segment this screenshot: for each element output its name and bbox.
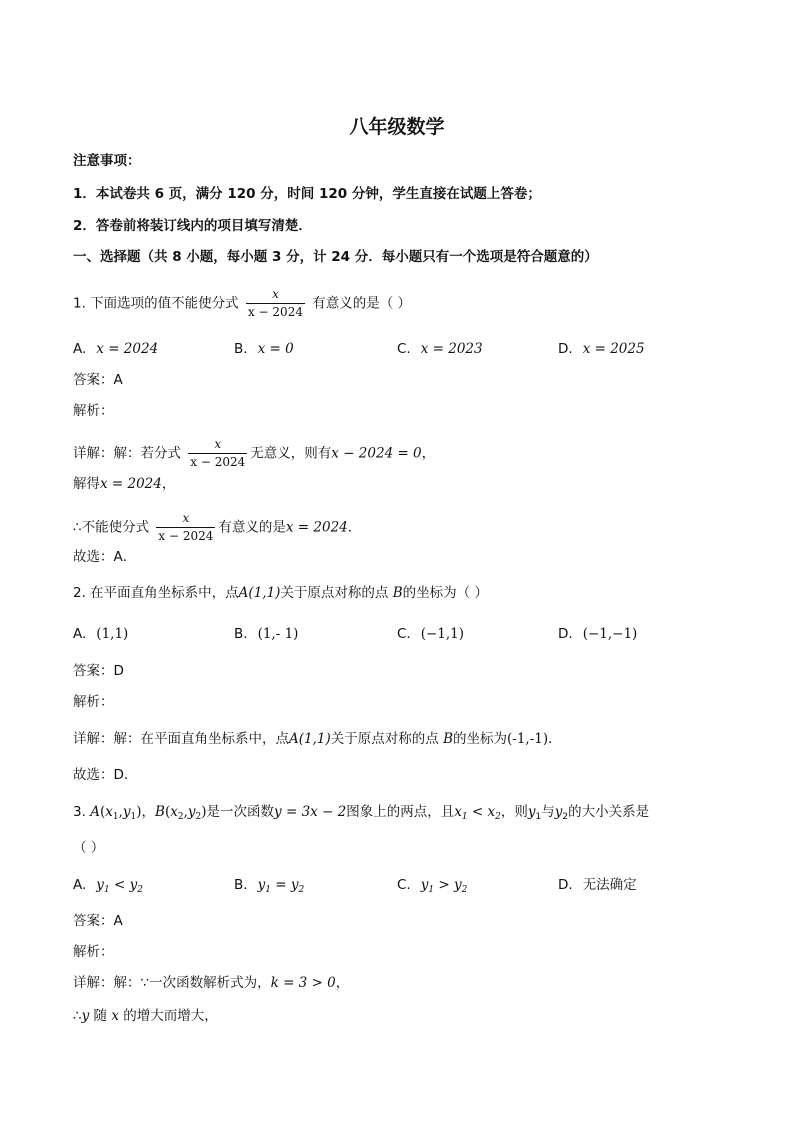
- var: y: [420, 877, 429, 893]
- operator: <: [109, 877, 130, 893]
- q1-concl-punct: ．: [347, 519, 362, 536]
- q2-option-d: [558, 624, 637, 644]
- option-text: x = 2025: [582, 341, 645, 357]
- operator: =: [270, 877, 291, 893]
- var: x: [170, 804, 178, 820]
- option-label: A.: [73, 341, 87, 357]
- option-label: D.: [558, 626, 573, 642]
- var: x: [487, 804, 496, 820]
- q2-point-a: A(1,1): [238, 585, 281, 601]
- q3-condition: [454, 804, 501, 820]
- subscript: 2: [298, 885, 305, 895]
- q2-stem-text-3: 的坐标为（ ）: [402, 585, 488, 601]
- q1-detail-fraction: [188, 437, 247, 470]
- subscript: 1: [461, 812, 468, 822]
- q2-detail-result: (-1,-1): [506, 731, 549, 747]
- q2-detail-text: 详解：解：在平面直角坐标系中，点: [73, 731, 289, 747]
- q3-increase-text-2: 的增大而增大，: [118, 1008, 218, 1024]
- operator: >: [434, 877, 454, 893]
- q3-detail-slope: k = 3 > 0: [270, 975, 336, 991]
- option-label: B.: [234, 877, 248, 893]
- q3-increase-text: 随: [89, 1008, 112, 1024]
- q2-stem-text-2: 关于原点对称的点: [280, 585, 389, 601]
- q2-detail-text-3: 的坐标为: [452, 731, 507, 747]
- q1-choice: 故选：A．: [73, 549, 137, 565]
- q3-stem-text-5: 的大小关系是: [568, 804, 650, 820]
- option-text: x = 2023: [420, 341, 483, 357]
- q3-answer: 答案：A: [73, 913, 123, 929]
- q1-stem: [73, 287, 411, 320]
- q3-option-d: [558, 875, 637, 895]
- notice-item-1: 1．本试卷共 6 页，满分 120 分，时间 120 分钟，学生直接在试题上答卷；: [73, 186, 541, 202]
- q3-option-b: [234, 875, 304, 895]
- subscript: 1: [112, 812, 119, 822]
- q1-concl-text-2: 有意义的是: [218, 519, 286, 536]
- option-text: [258, 877, 305, 893]
- q2-stem-text: 2. 在平面直角坐标系中，点: [73, 585, 239, 601]
- q2-stem: [73, 583, 488, 603]
- q1-concl-fraction: [156, 511, 215, 544]
- var: y: [257, 877, 266, 893]
- subscript: 2: [137, 885, 143, 895]
- option-text: (1,1): [96, 626, 129, 642]
- q1-stem-text: 1. 下面选项的值不能使分式: [73, 295, 239, 312]
- option-label: C.: [397, 877, 411, 893]
- q2-detail-point-b: B: [443, 731, 453, 747]
- option-text: (−1,1): [420, 626, 465, 642]
- notice-item-2: 2．答卷前将装订线内的项目填写清楚．: [73, 218, 312, 234]
- option-text: 无法确定: [582, 877, 637, 893]
- q1-concl-equation: x = 2024: [285, 519, 348, 536]
- q1-detail-text-2: 无意义，则有: [250, 445, 332, 462]
- q3-stem-text-2: 图象上的两点，且: [346, 804, 455, 820]
- option-label: B.: [234, 626, 248, 642]
- subscript: 2: [562, 812, 569, 822]
- subscript: 1: [130, 812, 137, 822]
- q1-detail-text: 详解：解：若分式: [73, 445, 181, 462]
- option-label: B.: [234, 341, 248, 357]
- notice-heading: 注意事项：: [73, 153, 141, 169]
- var: x: [105, 804, 113, 820]
- option-label: C.: [397, 626, 411, 642]
- var: y: [122, 804, 131, 820]
- var: y: [81, 1008, 90, 1024]
- q1-solve-equation: x = 2024: [100, 476, 162, 492]
- option-text: x = 0: [257, 341, 294, 357]
- option-text: x = 2024: [96, 341, 159, 357]
- frac-numerator: x: [182, 511, 190, 525]
- q2-detail-punct: ．: [548, 731, 562, 747]
- subscript: 1: [535, 812, 542, 822]
- subscript: 1: [265, 885, 271, 895]
- q3-stem-text-4: 与: [541, 804, 555, 820]
- therefore-symbol: ∴: [73, 1008, 82, 1024]
- var: y: [454, 877, 462, 893]
- subscript: 1: [103, 885, 110, 895]
- q2-option-c: [397, 624, 464, 644]
- q3-detail: [73, 973, 349, 993]
- q1-option-b: [234, 339, 294, 359]
- q2-option-b: [234, 624, 298, 644]
- q3-stem-paren: （ ）: [73, 840, 105, 856]
- q3-function: y = 3x − 2: [274, 804, 347, 820]
- subscript: 2: [461, 885, 468, 895]
- option-text: [421, 877, 468, 893]
- option-label: C.: [397, 341, 411, 357]
- q3-detail-text: 详解：解：∵一次函数解析式为，: [73, 975, 271, 991]
- var: x: [111, 1008, 119, 1024]
- page-title: 八年级数学: [349, 116, 445, 138]
- q3-point-a: $A(x_1,y_1)$: [90, 804, 142, 822]
- option-text: (1,- 1): [257, 626, 299, 642]
- q1-conclusion: [73, 511, 361, 544]
- q3-stem-text: 是一次函数: [206, 804, 275, 820]
- q1-option-d: [558, 339, 645, 359]
- frac-denominator: x − 2024: [190, 455, 246, 469]
- q3-analysis: 解析：: [73, 944, 114, 960]
- point-label: A: [90, 804, 100, 820]
- q1-option-c: [397, 339, 483, 359]
- frac-numerator: x: [214, 437, 222, 451]
- option-text: (−1,−1): [582, 626, 638, 642]
- option-label: D.: [558, 341, 573, 357]
- q3-stem-text-3: ，则: [500, 804, 528, 820]
- q2-answer: 答案：D: [73, 663, 124, 679]
- q1-solve: [73, 474, 175, 494]
- operator: <: [467, 804, 488, 820]
- q1-detail-equation: x − 2024 = 0: [331, 445, 422, 462]
- section-heading: 一、选择题（共 8 小题，每小题 3 分，计 24 分．每小题只有一个选项是符合题意的）: [73, 249, 598, 265]
- var: y: [129, 877, 138, 893]
- var: y: [96, 877, 104, 893]
- q1-option-a: [73, 339, 158, 359]
- subscript: 1: [428, 885, 435, 895]
- option-label: A.: [73, 626, 87, 642]
- q1-solve-punct: ，: [161, 476, 176, 492]
- q1-frac-numerator: x: [272, 287, 279, 301]
- point-label: B: [155, 804, 165, 820]
- q1-answer: 答案：A: [73, 372, 123, 388]
- q3-detail-punct: ，: [335, 975, 350, 991]
- subscript: 2: [195, 812, 202, 822]
- q1-stem-text-end: 有意义的是（ ）: [312, 295, 412, 312]
- option-label: A.: [73, 877, 87, 893]
- var: y: [290, 877, 299, 893]
- q2-point-b: B: [392, 585, 403, 601]
- q1-solve-text: 解得: [73, 476, 100, 492]
- var: y: [554, 804, 563, 820]
- q2-analysis: 解析：: [73, 694, 114, 710]
- q3-stem: 3. $A(x_1,y_1)$，$B(x_2,y_2)$是一次函数y = 3x − 2图象上的两点，且$x_1 < x_2$，则$y_1$与$y_2$的大小关系是: [73, 804, 650, 822]
- q2-detail-point-a: A(1,1): [289, 731, 331, 747]
- q3-number: 3.: [73, 804, 86, 820]
- q3-point-b: $B(x_2,y_2)$: [155, 804, 207, 822]
- option-text: [96, 877, 143, 893]
- frac-denominator: x − 2024: [158, 529, 214, 543]
- q1-detail: [73, 437, 435, 470]
- q3-option-a: [73, 875, 143, 895]
- q1-detail-punct: ，: [421, 445, 436, 462]
- q2-detail-text-2: 关于原点对称的点: [330, 731, 439, 747]
- q2-detail: [73, 729, 562, 749]
- var: x: [454, 804, 462, 820]
- option-label: D.: [558, 877, 573, 893]
- q1-frac-denominator: x − 2024: [247, 305, 303, 319]
- var: y: [527, 804, 536, 820]
- q3-option-c: [397, 875, 467, 895]
- subscript: 2: [177, 812, 184, 822]
- var: y: [187, 804, 196, 820]
- q1-fraction: [246, 287, 305, 320]
- subscript: 2: [495, 812, 501, 822]
- q1-concl-text: ∴不能使分式: [73, 519, 150, 536]
- q2-choice: 故选：D．: [73, 767, 138, 783]
- q2-option-a: [73, 624, 128, 644]
- q1-analysis: 解析：: [73, 403, 114, 419]
- q3-increase: [73, 1006, 218, 1026]
